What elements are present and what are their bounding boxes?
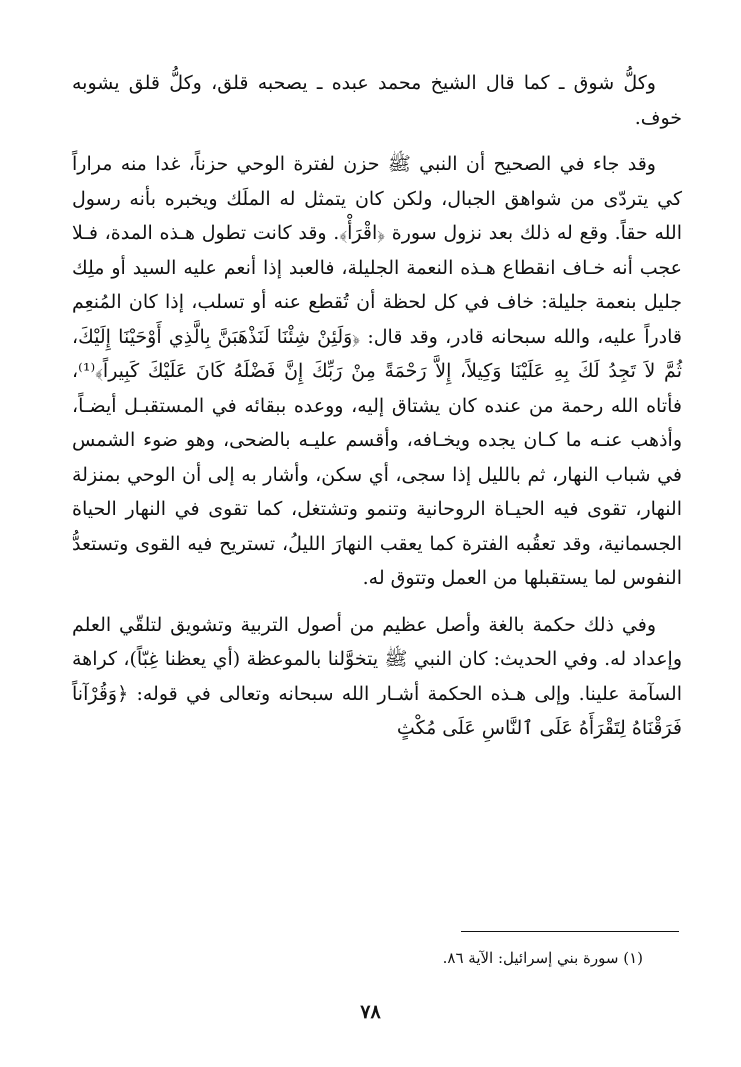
paragraph-1: وكلُّ شوق ـ كما قال الشيخ محمد عبده ـ يصحبه قلق، وكلُّ قلق يشوبه خوف. [72, 72, 682, 129]
paragraph-2: وقد جاء في الصحيح أن النبي ﷺ حزن لفترة الوحي حزناً، غدا منه مراراً كي يتردّى من شواهق الجبال، ولكن كان يتمثل له الملَك ويخبره بأنه رسول الله حقاً. وقع له ذلك بعد نزول سورة ﴿اقْرَأْ﴾. وقد كانت تطول هـذه المدة، فـلا عجب أنه خـاف انقطاع هـذه النعمة الجليلة، فالعبد إذا أنعم عليه السيد أو ملِك جليل بنعمة جليلة: خاف في كل لحظة أن تُقطع عنه أو تسلب، إذا كان المُنعِم قادراً عليه، والله سبحانه قادر، وقد قال: ﴿وَلَئِنْ شِئْنَا لَنَذْهَبَنَّ بِالَّذِي أَوْحَيْنَا إِلَيْكَ، ثُمَّ لاَ تَجِدُ لَكَ بِهِ عَلَيْنَا وَكِيلاً، إِلاَّ رَحْمَةً مِنْ رَبِّكَ إِنَّ فَضْلَهُ كَانَ عَلَيْكَ كَبِيراً﴾⁽¹⁾، فأتاه الله رحمة من عنده كان يشتاق إليه، ووعده ببقائه في المستقبـل أيضـاً، وأذهب عنـه ما كـان يجده ويخـافه، وأقسم عليـه بالضحى، وهو ضوء الشمس في شباب النهار، ثم بالليل إذا سجى، أي سكن، وأشار به إلى أن الوحي بمنزلة النهار، تقوى فيه الحيـاة الروحانية وتنمو وتشتغل، كما تقوى في النهار الحياة الجسمانية، وقد تعقُبه الفترة كما يعقب النهارَ الليلُ، تستريح فيه القوى وتستعدُّ النفوس لما يستقبلها من العمل وتتوق له. [72, 153, 682, 589]
footnote: (١) سورة بني إسرائيل: الآية ٨٦. [442, 949, 643, 967]
page-body [72, 66, 682, 758]
footnote-divider [461, 931, 679, 932]
page-number: ٧٨ [360, 1001, 381, 1023]
paragraph-3: وفي ذلك حكمة بالغة وأصل عظيم من أصول التربية وتشويق لتلقّي العلم وإعداد له. وفي الحديث: كان النبي ﷺ يتخوَّلنا بالموعظة (أي يعظنا غِبّاً)، كراهة السآمة علينا. وإلى هـذه الحكمة أشـار الله سبحانه وتعالى في قوله: ﴿وَقُرْآناً فَرَقْنَاهُ لِتَقْرَأَهُ عَلَى ٱلنَّاسِ عَلَى مُكْثٍ [72, 613, 682, 739]
